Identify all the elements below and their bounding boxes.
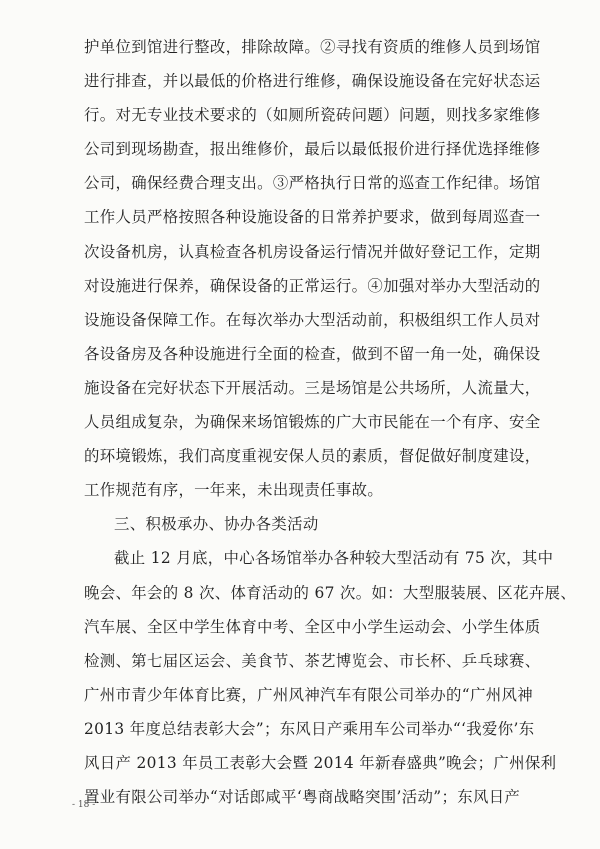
text-line: 人员组成复杂，为确保来场馆锻炼的广大市民能在一个有序、安全	[84, 413, 541, 432]
text-line: 设施设备保障工作。在每次举办大型活动前，积极组织工作人员对	[84, 310, 541, 329]
text-line: 工作规范有序，一年来，未出现责任事故。	[84, 481, 384, 500]
text-line: 施设备在完好状态下开展活动。三是场馆是公共场所，人流量大，	[84, 378, 541, 397]
text-line: 晚会、年会的 8 次、体育活动的 67 次。如：大型服装展、区花卉展、	[84, 583, 577, 602]
text-line: 进行排查，并以最低的价格进行维修，确保设施设备在完好状态运	[84, 72, 541, 91]
text-line: 风日产 2013 年员工表彰大会暨 2014 年新春盛典”晚会；广州保利	[84, 753, 557, 772]
page-number: - 18 -	[72, 800, 96, 810]
text-line: 2013 年度总结表彰大会”；东风日产乘用车公司举办“‘我爱你’东	[84, 719, 535, 738]
text-line: 汽车展、全区中学生体育中考、全区中小学生运动会、小学生体质	[84, 617, 541, 636]
text-line: 行。对无专业技术要求的（如厕所瓷砖问题）问题，则找多家维修	[84, 106, 541, 125]
text-line: 公司，确保经费合理支出。③严格执行日常的巡查工作纪律。场馆	[84, 174, 541, 193]
text-line: 广州市青少年体育比赛，广州风神汽车有限公司举办的“广州风神	[84, 685, 533, 704]
text-line: 公司到现场勘查，报出维修价，最后以最低报价进行择优选择维修	[84, 140, 541, 159]
text-line: 各设备房及各种设施进行全面的检查，做到不留一角一处，确保设	[84, 344, 541, 363]
section-heading: 三、积极承办、协办各类活动	[114, 515, 319, 534]
text-line: 工作人员严格按照各种设施设备的日常养护要求，做到每周巡查一	[84, 208, 541, 227]
text-line: 的环境锻炼，我们高度重视安保人员的素质，督促做好制度建设，	[84, 447, 541, 466]
text-line: 截止 12 月底，中心各场馆举办各种较大型活动有 75 次，其中	[114, 549, 554, 568]
body-text	[84, 30, 577, 814]
text-line: 次设备机房，认真检查各机房设备运行情况并做好登记工作，定期	[84, 242, 541, 261]
text-line: 检测、第七届区运会、美食节、茶艺博览会、市长杯、乒乓球赛、	[84, 651, 541, 670]
text-line: 对设施进行保养，确保设备的正常运行。④加强对举办大型活动的	[84, 276, 541, 295]
text-line: 护单位到馆进行整改，排除故障。②寻找有资质的维修人员到场馆	[84, 38, 541, 56]
text-line: 置业有限公司举办“对话郎咸平‘粤商战略突围’活动”；东风日产	[84, 788, 521, 807]
